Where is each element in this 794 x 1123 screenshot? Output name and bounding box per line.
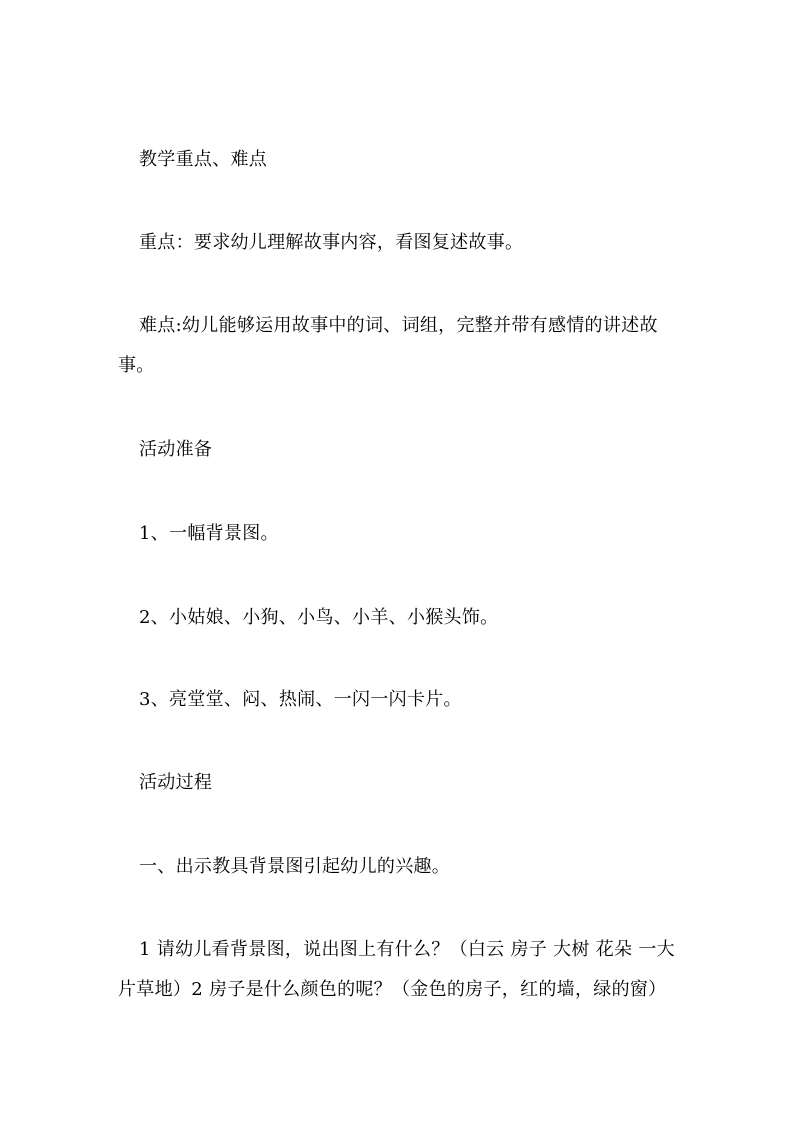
key-point-text: 重点：要求幼儿理解故事内容，看图复述故事。 (139, 232, 524, 253)
heading-preparation: 活动准备 (139, 439, 213, 460)
prep-item-1: 1、一幅背景图。 (139, 523, 279, 544)
prep-item-3: 3、亮堂堂、闷、热闹、一闪一闪卡片。 (139, 689, 462, 710)
process-step-1: 一、出示教具背景图引起幼儿的兴趣。 (139, 856, 451, 877)
heading-process: 活动过程 (139, 772, 213, 793)
heading-key-points: 教学重点、难点 (139, 149, 268, 170)
prep-item-2: 2、小姑娘、小狗、小鸟、小羊、小猴头饰。 (139, 607, 499, 628)
process-paragraph: 1 请幼儿看背景图，说出图上有什么？（白云 房子 大树 花朵 一大片草地）2 房子是什么颜色的呢？（金色的房子，红的墙，绿的窗） (118, 939, 675, 1000)
difficult-point-text: 难点:幼儿能够运用故事中的词、词组，完整并带有感情的讲述故事。 (118, 315, 658, 376)
